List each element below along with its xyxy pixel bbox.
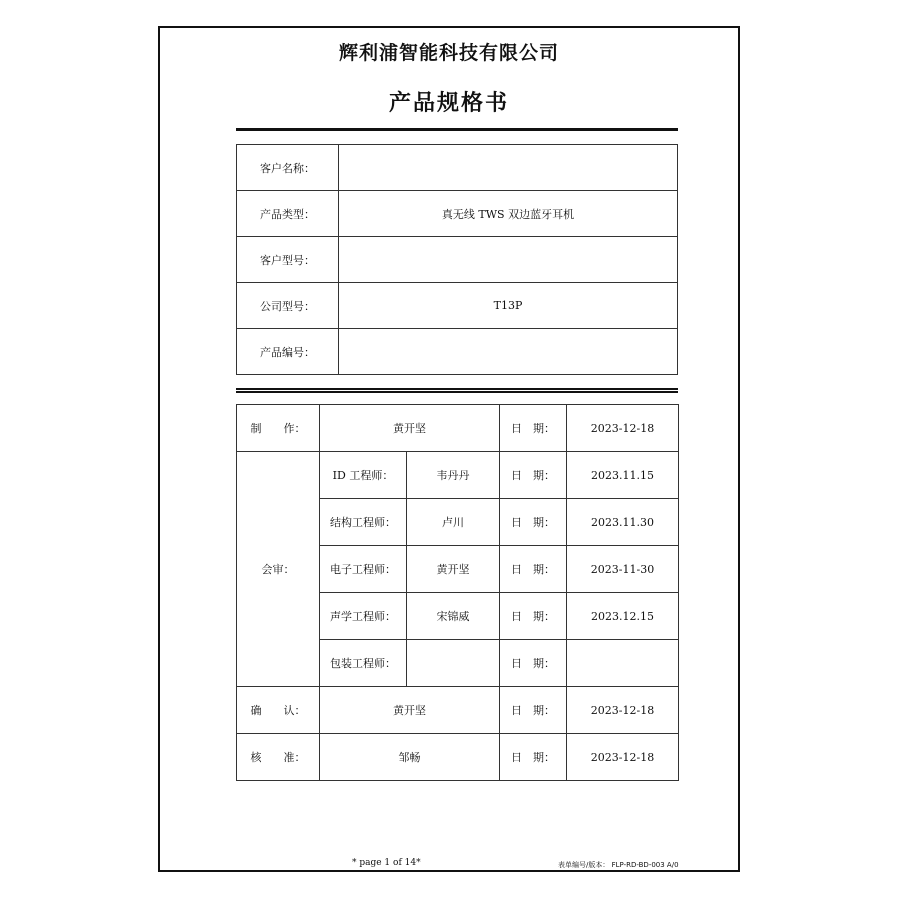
product-type-label: 产品类型： [237,191,339,237]
date-label: 日 期： [500,405,567,452]
date-label: 日 期： [500,499,567,546]
title-divider [236,128,678,131]
date-label: 日 期： [500,640,567,687]
review-date: 2023.12.15 [567,593,679,640]
page-number: * page 1 of 14* [352,858,421,868]
customer-name-value [339,145,678,191]
review-name: 黄开坚 [407,546,500,593]
review-date: 2023.11.30 [567,499,679,546]
date-label: 日 期： [500,687,567,734]
review-role: 包装工程师： [320,640,407,687]
form-number: 表单编号/版本： FLP-RD-BD-003 A/0 [558,861,679,869]
table-row [237,145,678,191]
confirm-date: 2023-12-18 [567,687,679,734]
table-row [237,452,679,499]
date-label: 日 期： [500,734,567,781]
date-label: 日 期： [500,546,567,593]
table-row [237,283,678,329]
document-title: 产品规格书 [388,91,509,116]
review-date: 2023.11.15 [567,452,679,499]
date-label: 日 期： [500,593,567,640]
table-row [237,191,678,237]
approve-date: 2023-12-18 [567,734,679,781]
table-row [237,734,679,781]
company-name: 辉利浦智能科技有限公司 [338,42,559,64]
customer-model-label: 客户型号： [237,237,339,283]
review-label: 会审： [237,452,320,687]
made-label: 制 作： [237,405,320,452]
review-role: 结构工程师： [320,499,407,546]
review-role: 声学工程师： [320,593,407,640]
company-model-label: 公司型号： [237,283,339,329]
table-row [237,405,679,452]
review-role: ID 工程师： [320,452,407,499]
approve-name: 邹畅 [320,734,500,781]
product-info-table [236,144,678,375]
review-name [407,640,500,687]
table-row [237,687,679,734]
product-number-label: 产品编号： [237,329,339,375]
product-number-value [339,329,678,375]
confirm-name: 黄开坚 [320,687,500,734]
customer-name-label: 客户名称： [237,145,339,191]
document-page [158,26,740,872]
table-row [237,329,678,375]
date-label: 日 期： [500,452,567,499]
review-name: 卢川 [407,499,500,546]
review-name: 宋锦威 [407,593,500,640]
confirm-label: 确 认： [237,687,320,734]
review-date: 2023-11-30 [567,546,679,593]
product-type-value: 真无线 TWS 双边蓝牙耳机 [339,191,678,237]
made-name: 黄开坚 [320,405,500,452]
approve-label: 核 准： [237,734,320,781]
customer-model-value [339,237,678,283]
made-date: 2023-12-18 [567,405,679,452]
section-divider [236,388,678,393]
review-role: 电子工程师： [320,546,407,593]
table-row [237,237,678,283]
review-date [567,640,679,687]
signoff-table [236,404,679,781]
company-model-value: T13P [339,283,678,329]
review-name: 韦丹丹 [407,452,500,499]
